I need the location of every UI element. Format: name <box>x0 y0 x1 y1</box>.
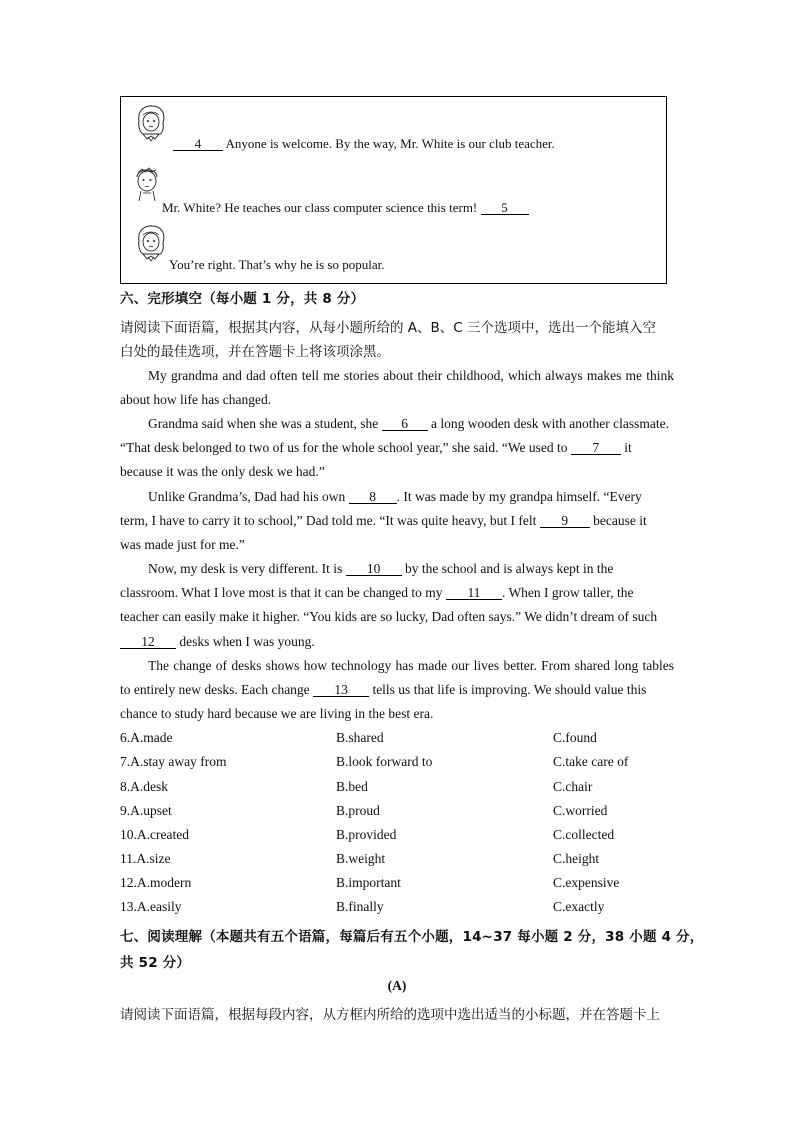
blank-7: 7 <box>571 441 621 455</box>
girl-avatar-icon-2 <box>133 223 169 263</box>
option-c: C.collected <box>553 827 615 842</box>
dialogue-box <box>120 96 667 284</box>
p3-line2 <box>120 513 674 529</box>
option-c: C.worried <box>553 803 608 818</box>
option-a: 13.A.easily <box>120 899 182 914</box>
p3-line1-b: . It was made by my grandpa himself. “Every <box>396 489 642 504</box>
p4-line1 <box>148 561 674 577</box>
section6-instruction-1: 请阅读下面语篇，根据其内容，从每小题所给的 A、B、C 三个选项中，选出一个能填入空 <box>120 320 657 336</box>
boy-avatar-icon <box>129 163 165 203</box>
dialogue-line-1 <box>173 136 555 152</box>
p2-line2-b: it <box>620 440 632 455</box>
option-a: 8.A.desk <box>120 779 168 794</box>
dialogue-line-1-text: Anyone is welcome. By the way, Mr. White is our club teacher. <box>223 136 555 151</box>
p1-line1: My grandma and dad often tell me stories about their childhood, which always makes me think <box>148 368 674 383</box>
section7-heading-line1: 七、阅读理解（本题共有五个语篇，每篇后有五个小题，14~37 每小题 2 分，38 小题 4 分， <box>120 929 704 945</box>
option-a: 9.A.upset <box>120 803 172 818</box>
option-b: B.finally <box>336 899 384 914</box>
p2-line2-a: “That desk belonged to two of us for the whole school year,” she said. “We used to <box>120 440 571 455</box>
p5-line1: The change of desks shows how technology has made our lives better. From shared long tables <box>148 658 674 673</box>
option-a: 7.A.stay away from <box>120 754 227 769</box>
option-c: C.height <box>553 851 600 866</box>
p5-line3: chance to study hard because we are living in the best era. <box>120 706 434 721</box>
blank-12: 12 <box>120 635 176 649</box>
option-c: C.chair <box>553 779 593 794</box>
option-c: C.take care of <box>553 754 629 769</box>
p4-line2-b: . When I grow taller, the <box>501 585 634 600</box>
option-c: C.exactly <box>553 899 605 914</box>
p2-line3: because it was the only desk we had.” <box>120 464 325 479</box>
p3-line1 <box>148 489 674 505</box>
p5-line2-a: to entirely new desks. Each change <box>120 682 314 697</box>
p5-line2 <box>120 682 674 698</box>
p5-line2-b: tells us that life is improving. We should value this <box>369 682 647 697</box>
section6-heading: 六、完形填空（每小题 1 分，共 8 分） <box>120 291 365 307</box>
p4-line4 <box>120 634 674 650</box>
option-a: 11.A.size <box>120 851 171 866</box>
option-b: B.look forward to <box>336 754 433 769</box>
blank-9: 9 <box>540 514 590 528</box>
p2-line2 <box>120 440 674 456</box>
blank-10: 10 <box>346 562 402 576</box>
option-b: B.shared <box>336 730 384 745</box>
section7-instruction: 请阅读下面语篇，根据每段内容，从方框内所给的选项中选出适当的小标题，并在答题卡上 <box>120 1007 660 1023</box>
p2-line1 <box>148 416 674 432</box>
p2-line1-b: a long wooden desk with another classmate. <box>427 416 670 431</box>
girl-avatar-icon <box>133 103 169 143</box>
passage-a-title: (A) <box>387 978 407 993</box>
blank-6: 6 <box>382 417 428 431</box>
p4-line2-a: classroom. What I love most is that it can be changed to my <box>120 585 446 600</box>
option-a: 12.A.modern <box>120 875 192 890</box>
option-b: B.bed <box>336 779 368 794</box>
section7-heading-line2: 共 52 分） <box>120 955 191 971</box>
p1-line2: about how life has changed. <box>120 392 272 407</box>
p4-line4-b: desks when I was young. <box>176 634 315 649</box>
dialogue-line-3: You’re right. That’s why he is so popular. <box>169 257 385 272</box>
blank-13: 13 <box>313 683 369 697</box>
blank-5: 5 <box>481 201 529 215</box>
option-c: C.expensive <box>553 875 620 890</box>
option-b: B.important <box>336 875 401 890</box>
option-b: B.provided <box>336 827 397 842</box>
dialogue-line-2-text: Mr. White? He teaches our class computer science this term! <box>162 200 481 215</box>
blank-8: 8 <box>349 490 397 504</box>
blank-4: 4 <box>173 137 223 151</box>
dialogue-line-2 <box>162 200 529 216</box>
option-c: C.found <box>553 730 597 745</box>
p4-line1-a: Now, my desk is very different. It is <box>148 561 346 576</box>
p3-line2-b: because it <box>589 513 647 528</box>
option-a: 10.A.created <box>120 827 189 842</box>
option-b: B.weight <box>336 851 386 866</box>
p3-line1-a: Unlike Grandma’s, Dad had his own <box>148 489 349 504</box>
p3-line2-a: term, I have to carry it to school,” Dad told me. “It was quite heavy, but I felt <box>120 513 540 528</box>
section6-instruction-2: 白处的最佳选项，并在答题卡上将该项涂黑。 <box>120 344 390 360</box>
blank-11: 11 <box>446 586 502 600</box>
p4-line3: teacher can easily make it higher. “You kids are so lucky, Dad often says.” We didn’t dream of such <box>120 609 658 624</box>
p2-line1-a: Grandma said when she was a student, she <box>148 416 382 431</box>
p4-line2 <box>120 585 674 601</box>
option-b: B.proud <box>336 803 380 818</box>
option-a: 6.A.made <box>120 730 173 745</box>
p3-line3: was made just for me.” <box>120 537 245 552</box>
p4-line1-b: by the school and is always kept in the <box>401 561 614 576</box>
